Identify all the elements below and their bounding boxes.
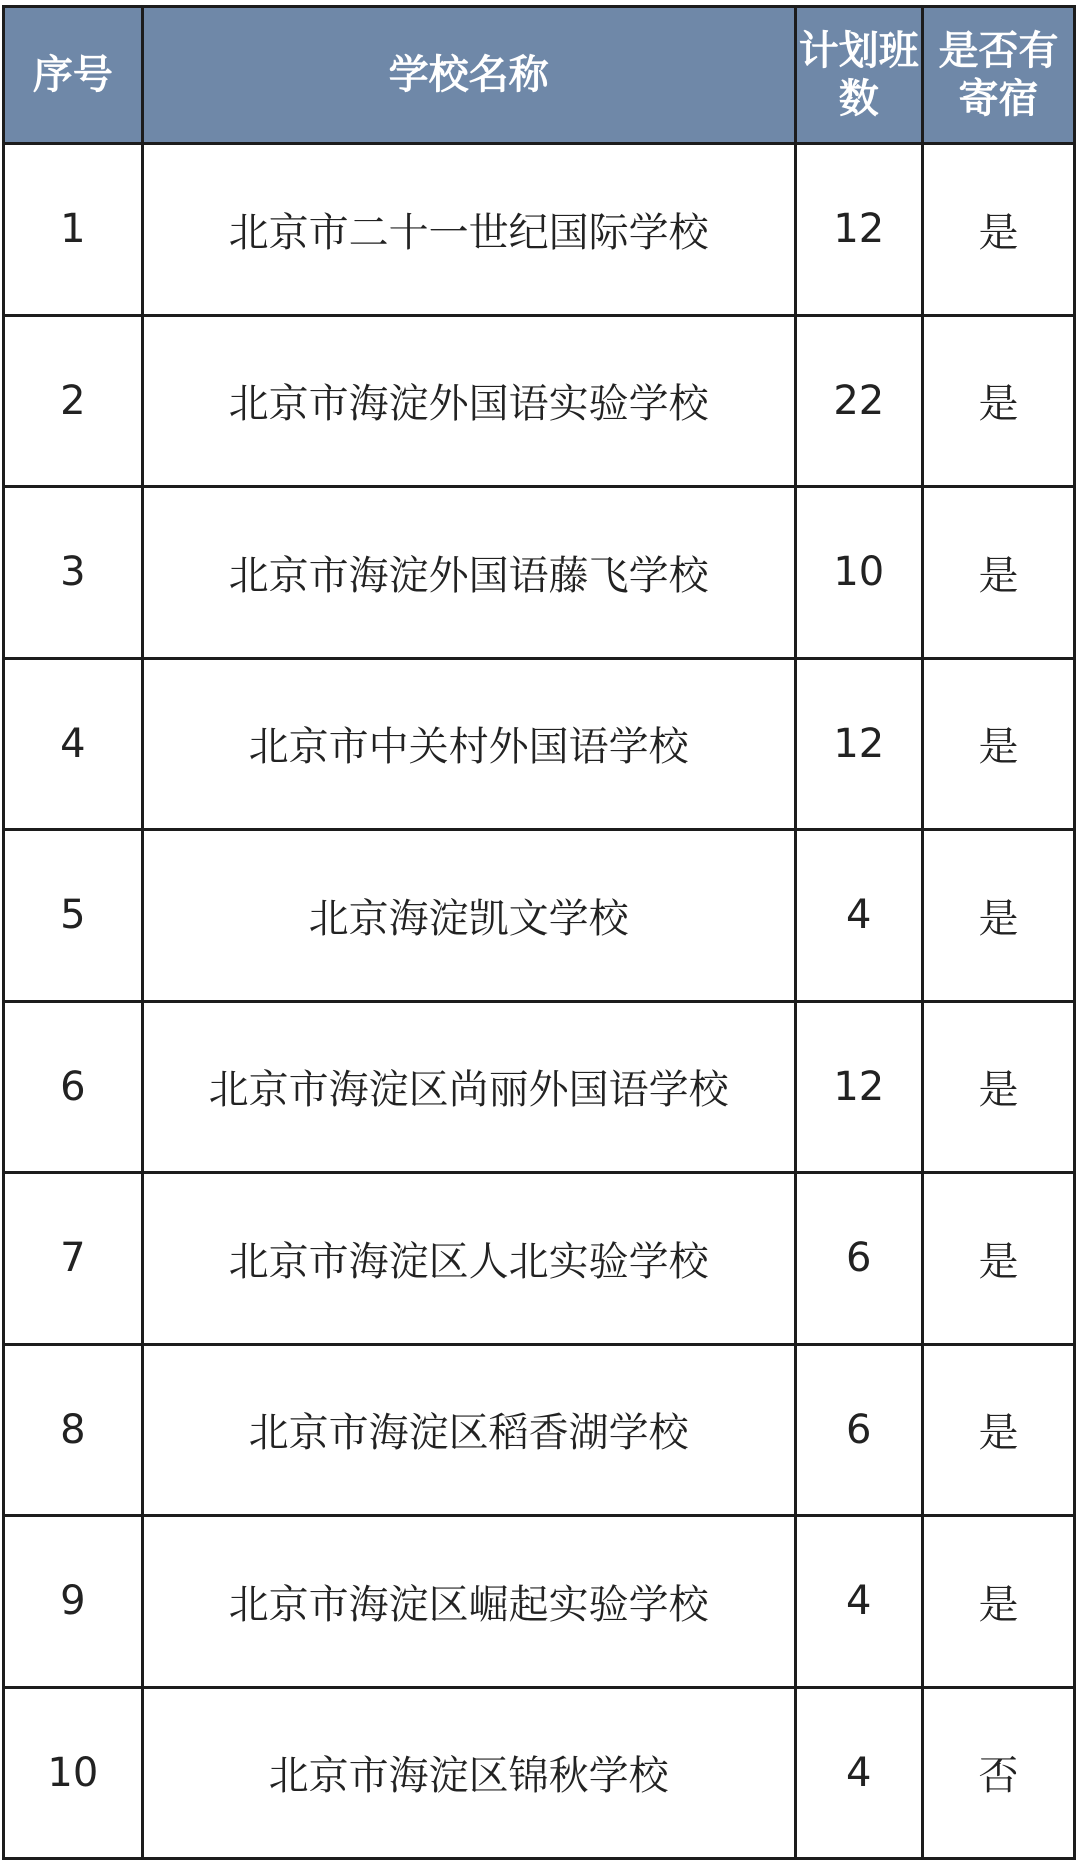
school-name-text: 北京市海淀区尚丽外国语学校	[208, 1067, 729, 1114]
row-no: 9	[4, 1516, 143, 1688]
row-no: 4	[4, 658, 143, 830]
header-boarding-label: 是否有寄宿	[938, 28, 1059, 122]
row-classes: 22	[795, 315, 923, 487]
school-name-text: 北京市海淀区人北实验学校	[228, 1238, 709, 1285]
row-no: 6	[4, 1001, 143, 1173]
table-header	[4, 7, 1075, 144]
row-no: 3	[4, 487, 143, 659]
row-classes: 12	[795, 144, 923, 316]
row-boarding: 是	[923, 1344, 1075, 1516]
table-row	[4, 1173, 1075, 1345]
row-boarding: 是	[923, 315, 1075, 487]
row-classes: 4	[795, 830, 923, 1002]
table-row	[4, 830, 1075, 1002]
row-school-name	[142, 830, 795, 1002]
header-name	[142, 7, 795, 144]
school-name-text: 北京海淀凯文学校	[308, 895, 629, 942]
row-school-name	[142, 1344, 795, 1516]
table-row	[4, 1687, 1075, 1859]
row-classes: 4	[795, 1516, 923, 1688]
row-school-name	[142, 1173, 795, 1345]
school-name-text: 北京市二十一世纪国际学校	[228, 209, 709, 256]
table-row	[4, 315, 1075, 487]
school-name-text: 北京市海淀区崛起实验学校	[228, 1581, 709, 1628]
row-no: 1	[4, 144, 143, 316]
school-name-text: 北京市海淀外国语藤飞学校	[228, 552, 709, 599]
school-name-text: 北京市海淀区稻香湖学校	[248, 1410, 689, 1457]
row-school-name	[142, 487, 795, 659]
row-boarding: 否	[923, 1687, 1075, 1859]
row-school-name	[142, 1687, 795, 1859]
table-row	[4, 144, 1075, 316]
row-boarding: 是	[923, 1516, 1075, 1688]
row-boarding: 是	[923, 658, 1075, 830]
row-school-name	[142, 144, 795, 316]
header-no-label: 序号	[32, 52, 113, 98]
row-boarding: 是	[923, 1001, 1075, 1173]
header-classes-label: 计划班数	[798, 28, 919, 122]
header-name-label: 学校名称	[388, 52, 549, 98]
row-classes: 6	[795, 1344, 923, 1516]
row-classes: 12	[795, 1001, 923, 1173]
school-table	[2, 5, 1076, 1860]
row-classes: 6	[795, 1173, 923, 1345]
row-classes: 12	[795, 658, 923, 830]
school-name-text: 北京市海淀区锦秋学校	[268, 1753, 669, 1800]
row-no: 5	[4, 830, 143, 1002]
row-classes: 10	[795, 487, 923, 659]
row-boarding: 是	[923, 487, 1075, 659]
row-no: 8	[4, 1344, 143, 1516]
table-row	[4, 1001, 1075, 1173]
row-school-name	[142, 1001, 795, 1173]
header-row	[4, 7, 1075, 144]
school-name-text: 北京市海淀外国语实验学校	[228, 381, 709, 428]
row-no: 10	[4, 1687, 143, 1859]
header-classes	[795, 7, 923, 144]
row-school-name	[142, 658, 795, 830]
header-no	[4, 7, 143, 144]
row-classes: 4	[795, 1687, 923, 1859]
table-row	[4, 1344, 1075, 1516]
row-boarding: 是	[923, 144, 1075, 316]
table-row	[4, 487, 1075, 659]
header-boarding	[923, 7, 1075, 144]
row-boarding: 是	[923, 1173, 1075, 1345]
row-no: 2	[4, 315, 143, 487]
school-name-text: 北京市中关村外国语学校	[248, 724, 689, 771]
table-row	[4, 1516, 1075, 1688]
row-school-name	[142, 1516, 795, 1688]
row-no: 7	[4, 1173, 143, 1345]
table-row	[4, 658, 1075, 830]
row-boarding: 是	[923, 830, 1075, 1002]
table-body	[4, 144, 1075, 1859]
row-school-name	[142, 315, 795, 487]
